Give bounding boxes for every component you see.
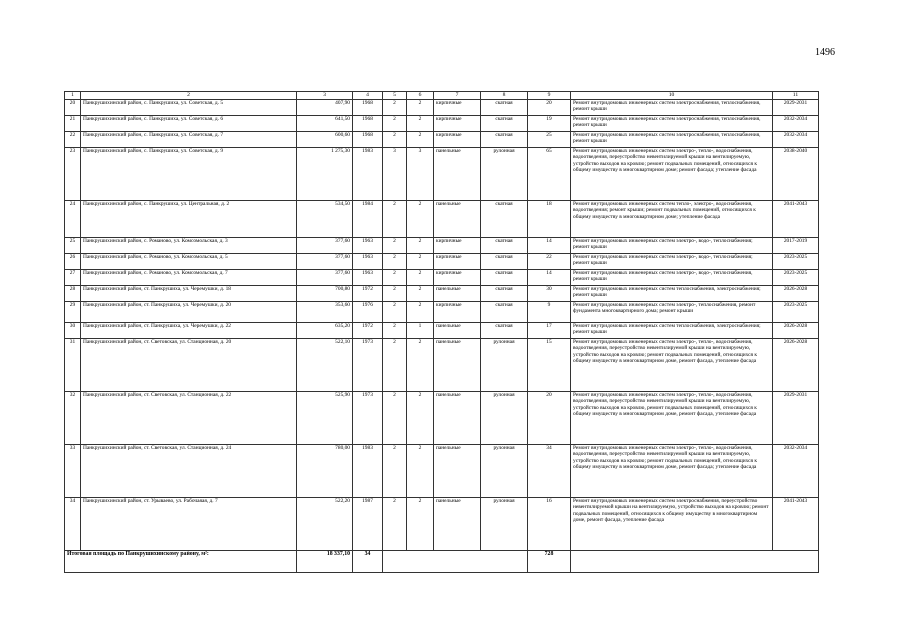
area-cell: 635,20 <box>297 322 353 338</box>
period-cell: 2026-2028 <box>773 285 819 301</box>
apartments-cell: 15 <box>528 338 571 391</box>
apartments-cell: 20 <box>528 391 571 444</box>
floors-cell: 2 <box>383 338 407 391</box>
works-cell: Ремонт внутридомовых инженерных систем теплоснабжения, электроснабжения; ремонт крыши <box>571 285 773 301</box>
entrances-cell: 2 <box>407 269 434 285</box>
address-cell: Панкрушихинский район, ст. Панкрушиха, ул. Черемушки, д. 22 <box>81 322 297 338</box>
roof-type-cell: скатная <box>481 237 528 253</box>
year-cell: 1963 <box>353 269 383 285</box>
roof-type-cell: скатная <box>481 301 528 322</box>
period-cell: 2038-2040 <box>773 147 819 200</box>
entrances-cell: 2 <box>407 115 434 131</box>
header-cell: 10 <box>571 92 773 100</box>
area-cell: 353,60 <box>297 301 353 322</box>
row-number: 34 <box>65 497 81 550</box>
year-cell: 1976 <box>353 301 383 322</box>
page-number: 1496 <box>815 47 835 58</box>
works-cell: Ремонт внутридомовых инженерных систем теплоснабжения, электроснабжения; ремонт крыши <box>571 322 773 338</box>
wall-material-cell: кирпичные <box>434 115 481 131</box>
apartments-cell: 17 <box>528 322 571 338</box>
table-row <box>65 301 819 322</box>
area-cell: 780,00 <box>297 444 353 497</box>
address-cell: Панкрушихинский район, с. Панкрушиха, ул. Советская, д. 9 <box>81 147 297 200</box>
table-row <box>65 444 819 497</box>
year-cell: 1968 <box>353 131 383 147</box>
table-row <box>65 269 819 285</box>
floors-cell: 2 <box>383 253 407 269</box>
table-row <box>65 497 819 550</box>
apartments-cell: 9 <box>528 301 571 322</box>
wall-material-cell: кирпичные <box>434 269 481 285</box>
entrances-cell: 2 <box>407 301 434 322</box>
row-number: 30 <box>65 322 81 338</box>
total-apartments: 728 <box>528 550 571 572</box>
works-cell: Ремонт внутридомовых инженерных систем электроснабжения, переустройство невентилируемой крыши на вентилируемую, устройство выходов на кровлю; ремонт подвальных помещений, относящихся к общему имуществу в многоквартирном доме, ремонт фасада, утепление фасада <box>571 497 773 550</box>
header-cell: 9 <box>528 92 571 100</box>
header-cell: 2 <box>81 92 297 100</box>
address-cell: Панкрушихинский район, с. Романово, ул. Комсомольская, д. 5 <box>81 253 297 269</box>
table-row <box>65 338 819 391</box>
area-cell: 1 275,30 <box>297 147 353 200</box>
row-number: 28 <box>65 285 81 301</box>
address-cell: Панкрушихинский район, с. Панкрушиха, ул. Советская, д. 6 <box>81 115 297 131</box>
roof-type-cell: скатная <box>481 99 528 115</box>
floors-cell: 3 <box>383 147 407 200</box>
year-cell: 1973 <box>353 391 383 444</box>
area-cell: 407,90 <box>297 99 353 115</box>
wall-material-cell: кирпичные <box>434 301 481 322</box>
header-cell: 11 <box>773 92 819 100</box>
roof-type-cell: рулонная <box>481 338 528 391</box>
year-cell: 1983 <box>353 147 383 200</box>
address-cell: Панкрушихинский район, ст. Панкрушиха, ул. Черемушки, д. 18 <box>81 285 297 301</box>
wall-material-cell: кирпичные <box>434 99 481 115</box>
floors-cell: 2 <box>383 391 407 444</box>
period-cell: 2032-2034 <box>773 115 819 131</box>
table-row <box>65 200 819 237</box>
works-cell: Ремонт внутридомовых инженерных систем электроснабжения, теплоснабжения, ремонт крыши <box>571 131 773 147</box>
apartments-cell: 22 <box>528 253 571 269</box>
apartments-cell: 34 <box>528 444 571 497</box>
wall-material-cell: панельные <box>434 391 481 444</box>
entrances-cell: 2 <box>407 497 434 550</box>
row-number: 31 <box>65 338 81 391</box>
floors-cell: 2 <box>383 115 407 131</box>
housing-table <box>64 91 819 573</box>
area-cell: 522,20 <box>297 497 353 550</box>
header-cell: 1 <box>65 92 81 100</box>
period-cell: 2026-2028 <box>773 322 819 338</box>
area-cell: 534,50 <box>297 200 353 237</box>
row-number: 29 <box>65 301 81 322</box>
header-cell: 7 <box>434 92 481 100</box>
year-cell: 1987 <box>353 497 383 550</box>
works-cell: Ремонт внутридомовых инженерных систем электро-, тепло-, водоснабжения, водоотведения, переустройство невентилируемой крыши на вентилируемую, устройство выходов на кровлю; ремонт подвальных помещений, относящихся к общему имуществу в многоквартирном доме, ремонт фасада; утепление фасада <box>571 444 773 497</box>
wall-material-cell: панельные <box>434 497 481 550</box>
floors-cell: 2 <box>383 269 407 285</box>
year-cell: 1973 <box>353 338 383 391</box>
roof-type-cell: скатная <box>481 200 528 237</box>
total-empty <box>383 550 528 572</box>
table-body <box>65 92 819 573</box>
apartments-cell: 18 <box>528 200 571 237</box>
floors-cell: 2 <box>383 322 407 338</box>
row-number: 27 <box>65 269 81 285</box>
total-houses: 34 <box>353 550 383 572</box>
area-cell: 641,50 <box>297 115 353 131</box>
entrances-cell: 2 <box>407 285 434 301</box>
row-number: 33 <box>65 444 81 497</box>
entrances-cell: 2 <box>407 237 434 253</box>
apartments-cell: 14 <box>528 269 571 285</box>
row-number: 24 <box>65 200 81 237</box>
period-cell: 2029-2031 <box>773 391 819 444</box>
period-cell: 2017-2019 <box>773 237 819 253</box>
roof-type-cell: рулонная <box>481 391 528 444</box>
apartments-cell: 30 <box>528 285 571 301</box>
table-row <box>65 391 819 444</box>
works-cell: Ремонт внутридомовых инженерных систем тепло-, электро-, водоснабжения, водоотведения; ремонт крыши; ремонт подвальных помещений, относящихся к общему имуществу в многоквартирном доме; утепление фасада <box>571 200 773 237</box>
roof-type-cell: скатная <box>481 253 528 269</box>
wall-material-cell: кирпичные <box>434 237 481 253</box>
total-label: Итоговая площадь по Панкрушихинскому району, м²: <box>65 550 297 572</box>
works-cell: Ремонт внутридомовых инженерных систем электро-, водо-, теплоснабжения; ремонт крыши <box>571 237 773 253</box>
roof-type-cell: скатная <box>481 322 528 338</box>
apartments-cell: 20 <box>528 99 571 115</box>
table-row <box>65 237 819 253</box>
year-cell: 1968 <box>353 99 383 115</box>
address-cell: Панкрушихинский район, с. Романово, ул. Комсомольская, д. 7 <box>81 269 297 285</box>
apartments-cell: 65 <box>528 147 571 200</box>
floors-cell: 2 <box>383 131 407 147</box>
header-cell: 5 <box>383 92 407 100</box>
address-cell: Панкрушихинский район, с. Романово, ул. Комсомольская, д. 3 <box>81 237 297 253</box>
floors-cell: 2 <box>383 285 407 301</box>
address-cell: Панкрушихинский район, с. Панкрушиха, ул. Центральная, д. 2 <box>81 200 297 237</box>
period-cell: 2041-2043 <box>773 200 819 237</box>
roof-type-cell: скатная <box>481 269 528 285</box>
floors-cell: 2 <box>383 200 407 237</box>
total-row <box>65 550 819 572</box>
apartments-cell: 16 <box>528 497 571 550</box>
header-cell: 4 <box>353 92 383 100</box>
area-cell: 700,80 <box>297 285 353 301</box>
row-number: 21 <box>65 115 81 131</box>
floors-cell: 2 <box>383 497 407 550</box>
roof-type-cell: скатная <box>481 285 528 301</box>
table-row <box>65 131 819 147</box>
area-cell: 377,60 <box>297 253 353 269</box>
entrances-cell: 2 <box>407 444 434 497</box>
address-cell: Панкрушихинский район, ст. Световская, ул. Станционная, д. 20 <box>81 338 297 391</box>
period-cell: 2041-2043 <box>773 497 819 550</box>
year-cell: 1972 <box>353 285 383 301</box>
area-cell: 600,60 <box>297 131 353 147</box>
works-cell: Ремонт внутридомовых инженерных систем электро-, тепло-, водоснабжения, водоотведения, переустройство невентилируемой крыши на вентилируемую, устройство выходов на кровлю, ремонт подвальных помещений, относящихся к общему имуществу в многоквартирном доме, ремонт фасада, утепление фасада <box>571 391 773 444</box>
roof-type-cell: скатная <box>481 115 528 131</box>
row-number: 22 <box>65 131 81 147</box>
works-cell: Ремонт внутридомовых инженерных систем электро-, водо-, теплоснабжения; ремонт крыши <box>571 253 773 269</box>
works-cell: Ремонт внутридомовых инженерных систем электро-, тепло-, водоснабжения, водоотведения, переустройство невентилируемой крыши на вентилируемую, устройство выходов на кровлю; ремонт подвальных помещений, относящихся к общему имуществу в многоквартирном доме; ремонт фасада; утепление фасада <box>571 147 773 200</box>
header-cell: 3 <box>297 92 353 100</box>
entrances-cell: 2 <box>407 253 434 269</box>
table-row <box>65 147 819 200</box>
header-cell: 8 <box>481 92 528 100</box>
apartments-cell: 14 <box>528 237 571 253</box>
address-cell: Панкрушихинский район, ст. Световская, ул. Станционная, д. 24 <box>81 444 297 497</box>
roof-type-cell: рулонная <box>481 497 528 550</box>
wall-material-cell: панельные <box>434 200 481 237</box>
period-cell: 2032-2034 <box>773 131 819 147</box>
address-cell: Панкрушихинский район, с. Панкрушиха, ул. Советская, д. 7 <box>81 131 297 147</box>
total-area: 18 337,10 <box>297 550 353 572</box>
works-cell: Ремонт внутридомовых инженерных систем электро-, тепло-, водоснабжения, водоотведения, переустройство невентилируемой крыши на вентилируемую, устройство выходов на кровлю; ремонт подвальных помещений, относящихся к общему имуществу в многоквартирном доме, ремонт фасада, утепление фасада <box>571 338 773 391</box>
year-cell: 1968 <box>353 115 383 131</box>
year-cell: 1963 <box>353 253 383 269</box>
table-row <box>65 99 819 115</box>
wall-material-cell: панельные <box>434 338 481 391</box>
floors-cell: 2 <box>383 444 407 497</box>
wall-material-cell: панельные <box>434 147 481 200</box>
area-cell: 525,90 <box>297 391 353 444</box>
apartments-cell: 25 <box>528 131 571 147</box>
works-cell: Ремонт внутридомовых инженерных систем электроснабжения, теплоснабжения, ремонт крыши <box>571 115 773 131</box>
works-cell: Ремонт внутридомовых инженерных систем электроснабжения, теплоснабжения, ремонт крыши <box>571 99 773 115</box>
area-cell: 377,60 <box>297 237 353 253</box>
year-cell: 1984 <box>353 200 383 237</box>
wall-material-cell: кирпичные <box>434 131 481 147</box>
address-cell: Панкрушихинский район, ст. Световская, ул. Станционная, д. 22 <box>81 391 297 444</box>
roof-type-cell: рулонная <box>481 147 528 200</box>
wall-material-cell: кирпичные <box>434 253 481 269</box>
period-cell: 2029-2031 <box>773 99 819 115</box>
wall-material-cell: панельные <box>434 444 481 497</box>
wall-material-cell: панельные <box>434 322 481 338</box>
total-empty <box>571 550 819 572</box>
entrances-cell: 2 <box>407 131 434 147</box>
period-cell: 2032-2034 <box>773 444 819 497</box>
wall-material-cell: панельные <box>434 285 481 301</box>
period-cell: 2023-2025 <box>773 269 819 285</box>
address-cell: Панкрушихинский район, ст. Урываево, ул. Рабочаяая, д. 7 <box>81 497 297 550</box>
area-cell: 522,10 <box>297 338 353 391</box>
area-cell: 377,60 <box>297 269 353 285</box>
table-row <box>65 115 819 131</box>
entrances-cell: 2 <box>407 391 434 444</box>
works-cell: Ремонт внутридомовых инженерных систем электро-, водо-, теплоснабжения, ремонт крыши <box>571 269 773 285</box>
header-cell: 6 <box>407 92 434 100</box>
works-cell: Ремонт внутридомовых инженерных систем электро-, теплоснабжения, ремонт фундамента многоквартирного дома; ремонт крыши <box>571 301 773 322</box>
entrances-cell: 2 <box>407 99 434 115</box>
entrances-cell: 2 <box>407 338 434 391</box>
row-number: 23 <box>65 147 81 200</box>
header-row <box>65 92 819 100</box>
roof-type-cell: скатная <box>481 131 528 147</box>
year-cell: 1983 <box>353 444 383 497</box>
row-number: 20 <box>65 99 81 115</box>
period-cell: 2023-2025 <box>773 301 819 322</box>
table-row <box>65 322 819 338</box>
apartments-cell: 19 <box>528 115 571 131</box>
floors-cell: 2 <box>383 237 407 253</box>
year-cell: 1963 <box>353 237 383 253</box>
entrances-cell: 1 <box>407 322 434 338</box>
floors-cell: 2 <box>383 301 407 322</box>
row-number: 26 <box>65 253 81 269</box>
entrances-cell: 3 <box>407 147 434 200</box>
period-cell: 2026-2028 <box>773 338 819 391</box>
row-number: 25 <box>65 237 81 253</box>
table-row <box>65 285 819 301</box>
address-cell: Панкрушихинский район, с. Панкрушиха, ул. Советская, д. 5 <box>81 99 297 115</box>
table-row <box>65 253 819 269</box>
year-cell: 1972 <box>353 322 383 338</box>
floors-cell: 2 <box>383 99 407 115</box>
entrances-cell: 2 <box>407 200 434 237</box>
row-number: 32 <box>65 391 81 444</box>
period-cell: 2023-2025 <box>773 253 819 269</box>
address-cell: Панкрушихинский район, ст. Панкрушиха, ул. Черемушки, д. 20 <box>81 301 297 322</box>
roof-type-cell: рулонная <box>481 444 528 497</box>
